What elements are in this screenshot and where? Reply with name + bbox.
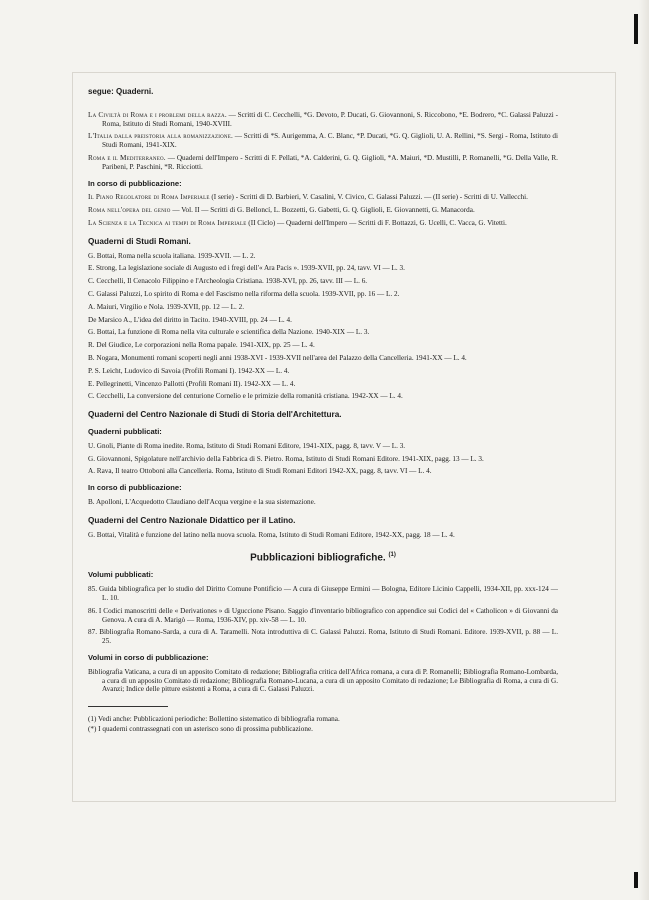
scan-edge-mark [634,14,638,44]
architettura-in-corso-heading: In corso di pubblicazione: [88,483,182,493]
list-item: G. Giovannoni, Spigolature nell'archivio della Fabbrica di S. Pietro. Roma, Istituto di Studi Romani Editore. 1941-XIX, pagg. 13 — L. 3. [88,454,484,463]
quaderni-list [88,111,558,172]
scan-edge-mark [634,872,638,888]
architettura-list [88,442,558,476]
list-item: G. Bottai, Roma nella scuola italiana. 1939-XVII. — L. 2. [88,251,256,260]
list-item: G. Bottai, Vitalità e funzione del latino nella nuova scuola. Roma, Istituto di Studi Romani Editore, 1942-XX, pagg. 18 — L. 4. [88,530,455,539]
architettura-published-heading: Quaderni pubblicati: [88,426,162,436]
list-item [88,206,558,215]
entry-title: La Civiltà di Roma e i problemi della razza. [88,110,227,119]
studi-romani-heading: Quaderni di Studi Romani. [88,236,191,246]
list-item: R. Del Giudice, Le corporazioni nella Roma papale. 1941-XIX, pp. 25 — L. 4. [88,341,315,350]
list-item: C. Galassi Paluzzi, Lo spirito di Roma e del Fascismo nella riforma della scuola. 1939-XVII, pp. 16 — L. 2. [88,289,400,298]
in-corso-list [88,193,558,227]
list-item: B. Nogara, Monumenti romani scoperti negli anni 1938-XVI - 1939-XVII nell'area del Palazzo della Cancelleria. 1941-XX — L. 4. [88,353,467,362]
architettura-in-corso-list [88,498,558,507]
volumi-in-corso-text: Bibliografia Vaticana, a cura di un apposito Comitato di redazione; Bibliografia critica dell'Africa romana, a cura di P. Romanelli; Bibliografia Romano-Lombarda, a cura di un apposito Comitato di redazione; Bibliografia Romano-Lucana, a cura di un apposito Comitato di redazione; Le Bibliografia di Roma, a cura di G. Avanzi; Indice delle pitture esistenti a Roma, a cura di C. Galassi Paluzzi. [88,667,558,694]
bibliografiche-title [88,551,558,563]
entry-body: — Scritti di *S. Aurigemma, A. C. Blanc, *P. Ducati, *G. Q. Giglioli, U. A. Rellini, *S. Sergi - Roma, Istituto di Studi Romani, 1941-XIX. [102,132,558,150]
studi-romani-list [88,252,558,402]
volumi-heading: Volumi pubblicati: [88,570,154,580]
list-item: P. S. Leicht, Ludovico di Savoia (Profili Romani I). 1942-XX — L. 4. [88,366,290,375]
list-item: A. Maiuri, Virgilio e Nola. 1939-XVII, pp. 12 — L. 2. [88,302,245,311]
document-body [88,88,558,734]
footnote-ref: (1) [388,552,396,559]
entry-body: — Quaderni dell'Impero - Scritti di F. Pellati, *A. Calderini, G. Q. Giglioli, *A. Maiuri, *D. Mustilli, P. Romanelli, *G. Della Valle, R. Paribeni, P. Paschini, *R. Ricciotti. [102,153,558,171]
bibliografiche-title-text: Pubblicazioni bibliografiche. [250,552,386,564]
list-item: G. Bottai, La funzione di Roma nella vita culturale e scientifica della Nazione. 1940-XIX — L. 3. [88,328,370,337]
entry-title: Il Piano Regolatore di Roma Imperiale [88,193,210,202]
list-item: C. Cecchelli, La conversione del centurione Cornelio e le primizie della romanità cristiana. 1942-XX — L. 4. [88,392,403,401]
list-item [88,193,558,202]
in-corso-heading: In corso di pubblicazione: [88,178,182,188]
list-item: 86. I Codici manoscritti delle « Derivationes » di Uguccione Pisano. Saggio d'inventario bibliografico con appendice sui Codici del « Catholicon » di Giovanni da Genova. A cura di A. Marigò — Roma, 1936-XIV, pp. xiv-58 — L. 10. [88,606,558,624]
latino-heading: Quaderni del Centro Nazionale Didattico per il Latino. [88,515,296,525]
entry-title: Roma nell'opera del genio [88,206,171,215]
footnote: (*) I quaderni contrassegnati con un asterisco sono di prossima pubblicazione. [88,724,313,733]
volumi-list [88,585,558,646]
entry-body: — Vol. II — Scritti di G. Belloncí, L. Bozzetti, G. Gabetti, G. Q. Giglioli, E. Giovannetti, G. Manacorda. [170,206,475,215]
architettura-heading: Quaderni del Centro Nazionale di Studi di Storia dell'Architettura. [88,410,342,420]
entry-title: La Scienza e la Tecnica ai tempi di Roma Imperiale [88,218,247,227]
list-item: B. Apolloni, L'Acquedotto Claudiano dell'Acqua vergine e la sua sistemazione. [88,497,316,506]
footnote-divider [88,706,168,707]
list-item: U. Gnoli, Piante di Roma inedite. Roma, Istituto di Studi Romani Editore, 1941-XIX, pagg. 8, tavv. V — L. 3. [88,441,406,450]
entry-body: — Scritti di C. Cecchelli, *G. Devoto, P. Ducati, G. Giovannoni, S. Riccobono, *E. Bodrero, *C. Galassi Paluzzi - Roma, Istituto di Studi Romani, 1940-XVIII. [102,110,558,128]
volumi-in-corso-heading: Volumi in corso di pubblicazione: [88,653,209,662]
list-item [88,111,558,129]
latino-list [88,531,558,540]
entry-title: Roma e il Mediterraneo. [88,153,166,162]
list-item: 87. Bibliografia Romano-Sarda, a cura di A. Taramelli. Nota introduttiva di C. Galassi Paluzzi. Roma, Istituto di Studi Romani. Editore. 1939-XVII, p. 88 — L. 25. [88,628,558,646]
list-item [88,132,558,150]
list-item [88,219,558,228]
list-item: E. Pellegrinetti, Vincenzo Pallotti (Profili Romani II). 1942-XX — L. 4. [88,379,296,388]
list-item [88,154,558,172]
entry-body: (I serie) - Scritti di D. Barbieri, V. Casalini, V. Civico, C. Galassi Paluzzi. — (II serie) - Scritti di U. Vallecchi. [209,193,528,202]
page-edge-shadow [639,0,649,900]
entry-title: L'Italia dalla preistoria alla romanizzazione. [88,132,233,141]
continuation-label: segue: Quaderni. [88,87,154,96]
entry-body: (II Ciclo) — Quaderni dell'Impero — Scritti di F. Bottazzi, G. Ucelli, C. Vacca, G. Vitetti. [246,218,507,227]
list-item: E. Strong, La legislazione sociale di Augusto ed i fregi dell'« Ara Pacis ». 1939-XVII, pp. 24, tavv. VI — L. 3. [88,264,405,273]
footnotes [88,715,558,733]
list-item: 85. Guida bibliografica per lo studio del Diritto Comune Pontificio — A cura di Giuseppe Ermini — Bologna, Editore Licinio Cappelli, 1934-XII, pp. xxx-124 — L. 10. [88,585,558,603]
footnote: (1) Vedi anche: Pubblicazioni periodiche: Bollettino sistematico di bibliografia romana. [88,715,340,724]
list-item: C. Cecchelli, Il Cenacolo Filippino e l'Archeologia Cristiana. 1938-XVI, pp. 26, tavv. III — L. 6. [88,277,368,286]
list-item: A. Rava, Il teatro Ottoboni alla Cancelleria. Roma, Istituto di Studi Romani Editori 1942-XX, pagg. 8, tavv. VI — L. 4. [88,467,432,476]
list-item: De Marsico A., L'idea del diritto in Tacito. 1940-XVIII, pp. 24 — L. 4. [88,315,292,324]
